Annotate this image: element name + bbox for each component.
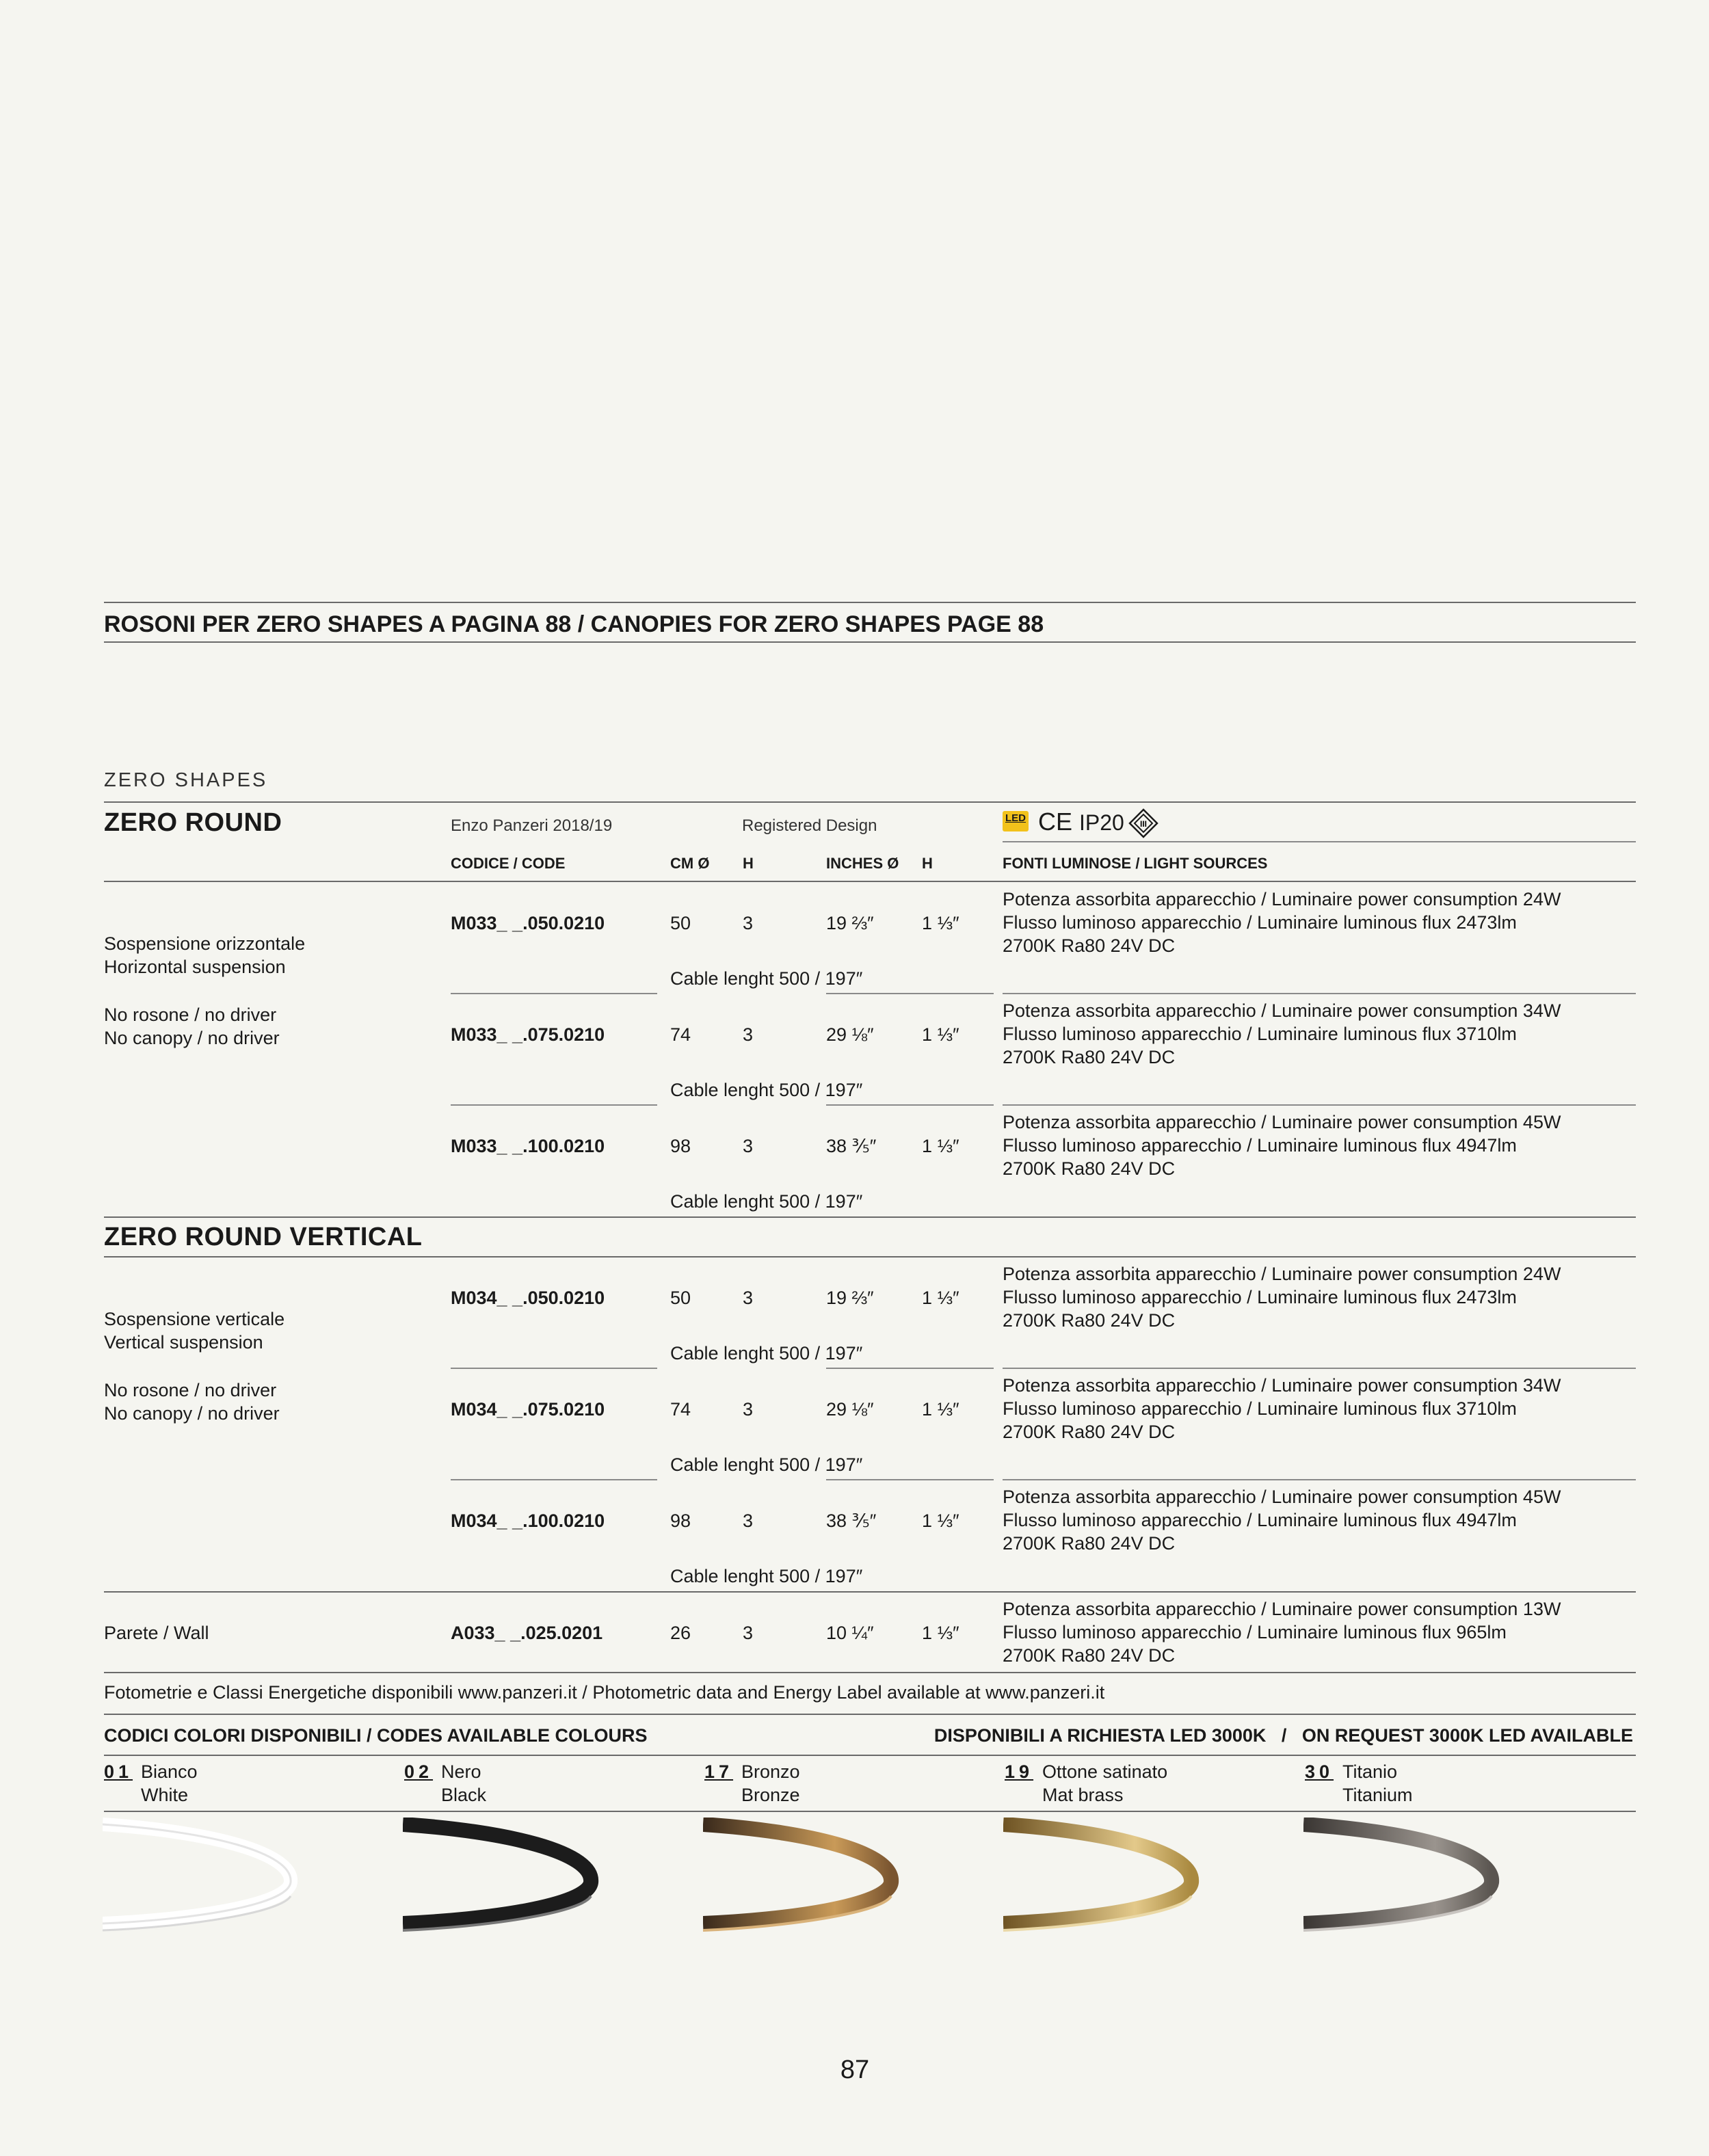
light-source-line: Flusso luminoso apparecchio / Luminaire luminous flux 4947lm <box>1003 1135 1517 1156</box>
wall-label: Parete / Wall <box>104 1623 209 1643</box>
cable-length: Cable lenght 500 / 197″ <box>670 1454 863 1475</box>
light-source-line: Flusso luminoso apparecchio / Luminaire luminous flux 3710lm <box>1003 1024 1517 1044</box>
col-header-rule <box>104 881 1636 882</box>
colour-code: 30 <box>1305 1761 1334 1782</box>
light-source-line: Potenza assorbita apparecchio / Luminaire power consumption 13W <box>1003 1599 1561 1619</box>
class-iii-icon <box>1128 808 1158 838</box>
on-request-note: DISPONIBILI A RICHIESTA LED 3000K / ON REQUEST 3000K LED AVAILABLE <box>933 1725 1633 1746</box>
inches-value: 19 ⅔″ <box>826 913 874 933</box>
col-code: CODICE / CODE <box>451 855 566 872</box>
light-source-line: Potenza assorbita apparecchio / Luminaire power consumption 34W <box>1003 1000 1561 1021</box>
colour-name-en: Titanium <box>1342 1785 1413 1805</box>
row-rule <box>451 993 657 994</box>
led-icon <box>1003 811 1029 831</box>
inches-h-value: 1 ⅓″ <box>922 1288 959 1308</box>
cm-value: 98 <box>670 1136 691 1156</box>
ip20-label: IP20 <box>1079 810 1124 835</box>
colour-name-en: Bronze <box>741 1785 800 1805</box>
desc-line: Vertical suspension <box>104 1332 263 1353</box>
photometric-note: Fotometrie e Classi Energetiche disponibili www.panzeri.it / Photometric data and Energy Label available at www.panzeri.it <box>104 1682 1105 1703</box>
ring-image <box>103 1818 301 1934</box>
desc-line: Horizontal suspension <box>104 957 286 977</box>
family-rule <box>104 801 1636 803</box>
light-source-line: Potenza assorbita apparecchio / Luminaire power consumption 34W <box>1003 1375 1561 1396</box>
h-value: 3 <box>743 1623 754 1643</box>
row-rule <box>826 993 994 994</box>
wall-rule <box>104 1672 1636 1673</box>
light-source-line: Flusso luminoso apparecchio / Luminaire luminous flux 2473lm <box>1003 1287 1517 1307</box>
section-title-rule <box>104 1256 1636 1257</box>
ring-image <box>703 1818 901 1934</box>
cable-length: Cable lenght 500 / 197″ <box>670 1566 863 1586</box>
colour-name-it: Nero <box>441 1761 481 1782</box>
colour-name-it: Ottone satinato <box>1042 1761 1168 1782</box>
cm-value: 74 <box>670 1024 691 1045</box>
top-rule <box>104 602 1636 603</box>
light-source-line: 2700K Ra80 24V DC <box>1003 1533 1176 1554</box>
inches-h-value: 1 ⅓″ <box>922 1136 959 1156</box>
canopies-header: ROSONI PER ZERO SHAPES A PAGINA 88 / CANOPIES FOR ZERO SHAPES PAGE 88 <box>104 611 1044 637</box>
h-value: 3 <box>743 1136 754 1156</box>
product-code: M034_ _.050.0210 <box>451 1288 605 1308</box>
light-source-line: Potenza assorbita apparecchio / Luminaire power consumption 24W <box>1003 889 1561 909</box>
cm-value: 50 <box>670 913 691 933</box>
light-source-line: 2700K Ra80 24V DC <box>1003 1047 1176 1067</box>
product-code: M034_ _.075.0210 <box>451 1399 605 1420</box>
colour-name-it: Bronzo <box>741 1761 800 1782</box>
colour-name-en: Mat brass <box>1042 1785 1124 1805</box>
light-source-line: 2700K Ra80 24V DC <box>1003 1158 1176 1179</box>
h-value: 3 <box>743 1024 754 1045</box>
row-rule <box>1003 1368 1636 1369</box>
inches-h-value: 1 ⅓″ <box>922 1623 959 1643</box>
ring-image <box>1003 1818 1202 1934</box>
light-source-line: 2700K Ra80 24V DC <box>1003 935 1176 956</box>
light-source-line: Flusso luminoso apparecchio / Luminaire luminous flux 4947lm <box>1003 1510 1517 1530</box>
light-source-line: Flusso luminoso apparecchio / Luminaire luminous flux 3710lm <box>1003 1398 1517 1419</box>
cable-length: Cable lenght 500 / 197″ <box>670 1080 863 1100</box>
cm-value: 74 <box>670 1399 691 1420</box>
ce-icon: CE <box>1038 808 1073 836</box>
light-source-line: 2700K Ra80 24V DC <box>1003 1422 1176 1442</box>
inches-value: 38 ⅗″ <box>826 1136 877 1156</box>
colour-name-en: Black <box>441 1785 487 1805</box>
colour-name-it: Bianco <box>141 1761 198 1782</box>
light-source-line: 2700K Ra80 24V DC <box>1003 1645 1176 1666</box>
h-value: 3 <box>743 1288 754 1308</box>
inches-value: 29 ⅛″ <box>826 1024 874 1045</box>
cm-value: 98 <box>670 1510 691 1531</box>
colour-name-it: Titanio <box>1342 1761 1398 1782</box>
cable-length: Cable lenght 500 / 197″ <box>670 968 863 989</box>
col-inches: INCHES Ø <box>826 855 899 872</box>
section-title: ZERO ROUND <box>104 808 282 837</box>
designer-label: Enzo Panzeri 2018/19 <box>451 816 613 835</box>
product-code: M033_ _.050.0210 <box>451 913 605 933</box>
desc-line: Sospensione verticale <box>104 1309 285 1329</box>
row-rule <box>451 1104 657 1106</box>
product-code: M033_ _.100.0210 <box>451 1136 605 1156</box>
row-rule <box>826 1368 994 1369</box>
inches-value: 10 ¼″ <box>826 1623 874 1643</box>
desc-line: No canopy / no driver <box>104 1028 280 1048</box>
led-icon-label: LED <box>1005 812 1026 824</box>
family-label: ZERO SHAPES <box>104 769 268 791</box>
inches-h-value: 1 ⅓″ <box>922 1024 959 1045</box>
section-title: ZERO ROUND VERTICAL <box>104 1223 423 1251</box>
cm-value: 50 <box>670 1288 691 1308</box>
light-source-line: Potenza assorbita apparecchio / Luminaire power consumption 24W <box>1003 1264 1561 1284</box>
col-h1: H <box>743 855 754 872</box>
registered-design-label: Registered Design <box>742 816 877 835</box>
inches-h-value: 1 ⅓″ <box>922 913 959 933</box>
inches-value: 38 ⅗″ <box>826 1510 877 1531</box>
section-rule <box>104 1216 1636 1218</box>
row-rule <box>1003 1104 1636 1106</box>
inches-value: 29 ⅛″ <box>826 1399 874 1420</box>
row-rule <box>451 1368 657 1369</box>
light-source-line: Potenza assorbita apparecchio / Luminaire power consumption 45W <box>1003 1112 1561 1132</box>
colour-code: 19 <box>1005 1761 1034 1782</box>
row-rule <box>826 1479 994 1480</box>
col-sources: FONTI LUMINOSE / LIGHT SOURCES <box>1003 855 1268 872</box>
row-rule <box>1003 993 1636 994</box>
light-source-line: Flusso luminoso apparecchio / Luminaire luminous flux 965lm <box>1003 1622 1507 1642</box>
h-value: 3 <box>743 913 754 933</box>
badge-rule <box>1003 841 1636 842</box>
row-rule <box>451 1479 657 1480</box>
colour-code: 02 <box>404 1761 434 1782</box>
page-number: 87 <box>840 2055 870 2084</box>
inches-h-value: 1 ⅓″ <box>922 1399 959 1420</box>
colour-code: 17 <box>704 1761 734 1782</box>
desc-line: No rosone / no driver <box>104 1380 277 1400</box>
cable-length: Cable lenght 500 / 197″ <box>670 1343 863 1363</box>
swatch-rule <box>104 1811 1636 1812</box>
h-value: 3 <box>743 1510 754 1531</box>
inches-h-value: 1 ⅓″ <box>922 1510 959 1531</box>
colours-rule <box>104 1755 1636 1756</box>
desc-line: No canopy / no driver <box>104 1403 280 1424</box>
note-rule <box>104 1714 1636 1715</box>
cm-value: 26 <box>670 1623 691 1643</box>
inches-value: 19 ⅔″ <box>826 1288 874 1308</box>
product-code: M034_ _.100.0210 <box>451 1510 605 1531</box>
light-source-line: 2700K Ra80 24V DC <box>1003 1310 1176 1331</box>
row-rule <box>826 1104 994 1106</box>
desc-line: Sospensione orizzontale <box>104 933 306 954</box>
header-bottom-rule <box>104 641 1636 643</box>
light-source-line: Potenza assorbita apparecchio / Luminaire power consumption 45W <box>1003 1487 1561 1507</box>
colours-header: CODICI COLORI DISPONIBILI / CODES AVAILABLE COLOURS <box>104 1725 648 1746</box>
ring-image <box>1303 1818 1502 1934</box>
colour-code: 01 <box>104 1761 133 1782</box>
col-cm: CM Ø <box>670 855 710 872</box>
col-h2: H <box>922 855 933 872</box>
cable-length: Cable lenght 500 / 197″ <box>670 1191 863 1212</box>
class-iii-label: III <box>1139 819 1148 829</box>
ring-image <box>403 1818 601 1934</box>
light-source-line: Flusso luminoso apparecchio / Luminaire luminous flux 2473lm <box>1003 912 1517 933</box>
product-code: A033_ _.025.0201 <box>451 1623 603 1643</box>
colour-name-en: White <box>141 1785 189 1805</box>
h-value: 3 <box>743 1399 754 1420</box>
desc-line: No rosone / no driver <box>104 1004 277 1025</box>
section-rule <box>104 1591 1636 1593</box>
row-rule <box>1003 1479 1636 1480</box>
product-code: M033_ _.075.0210 <box>451 1024 605 1045</box>
